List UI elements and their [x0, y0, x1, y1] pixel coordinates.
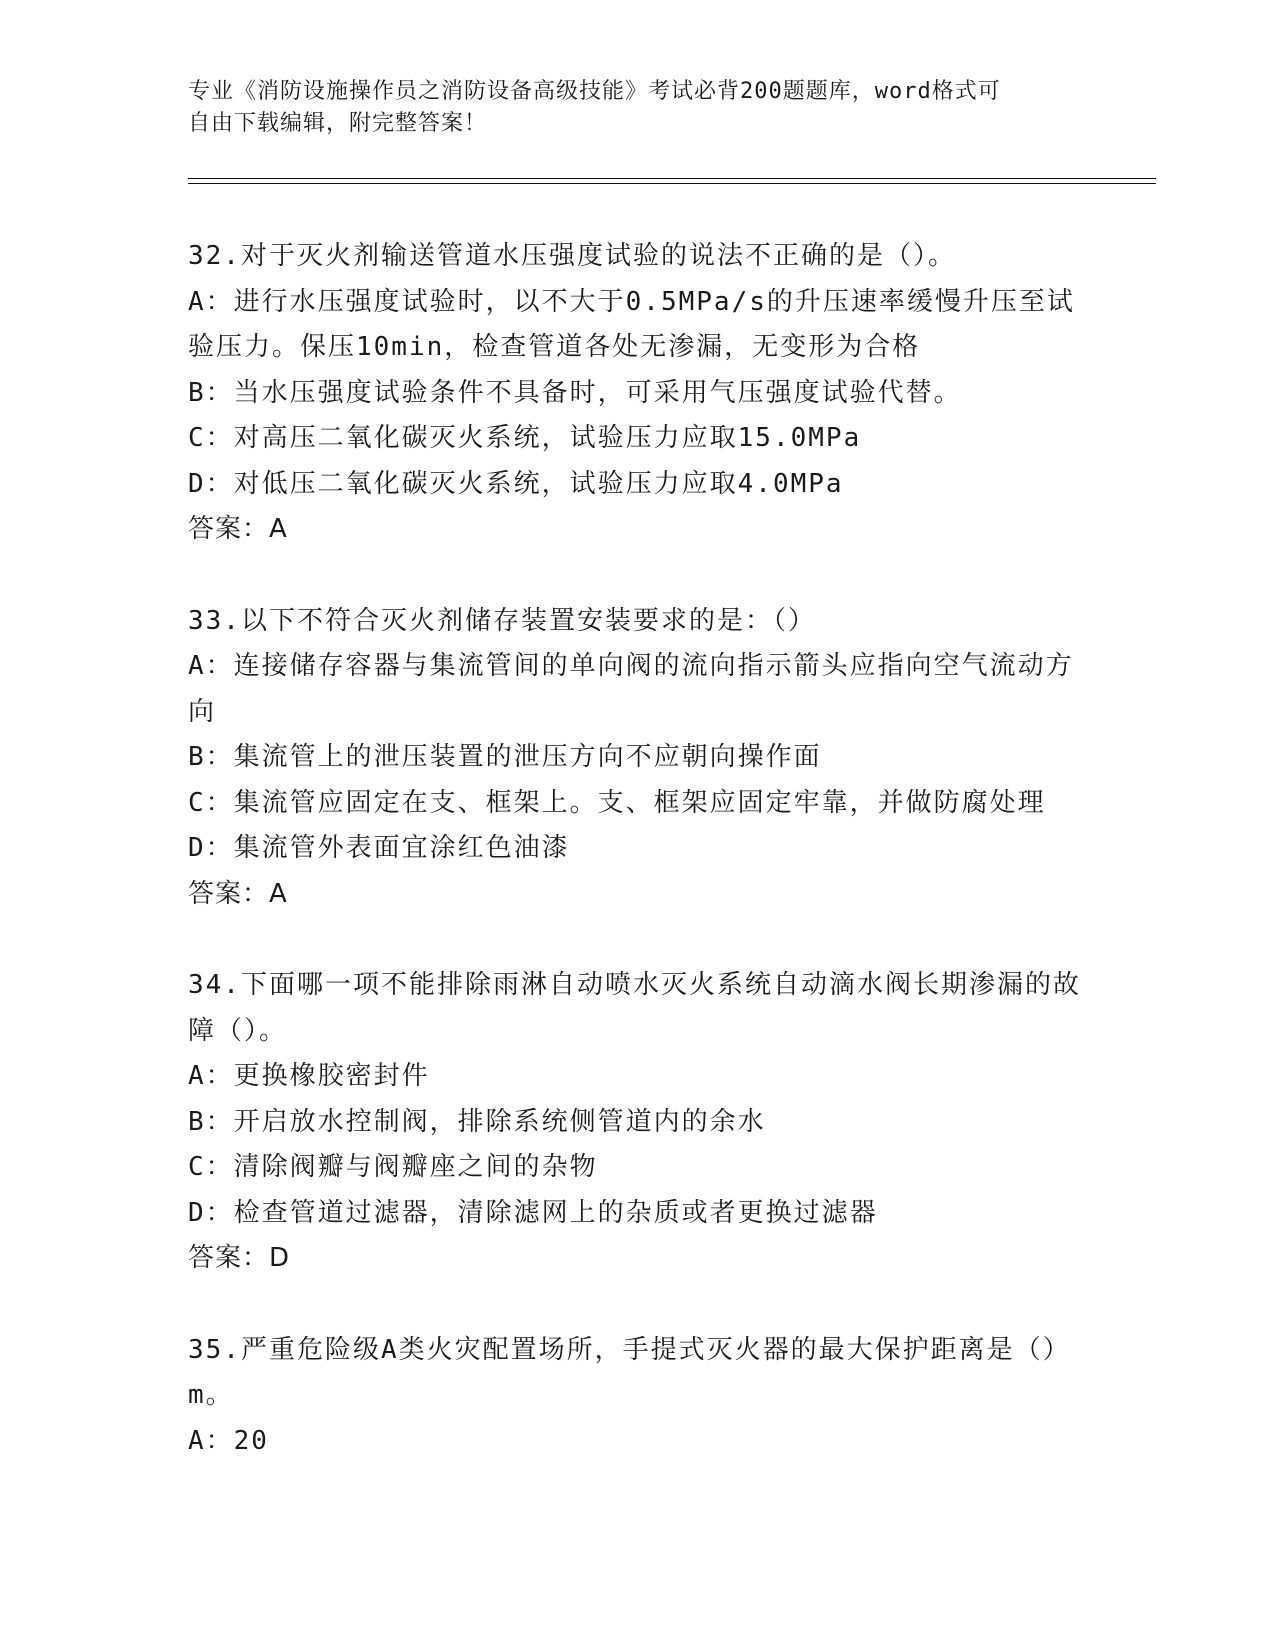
- document-header: 专业《消防设施操作员之消防设备高级技能》考试必背200题题库，word格式可 自由下载编辑，附完整答案！: [188, 79, 1001, 136]
- option-d: D：对低压二氧化碳灭火系统，试验压力应取4.0MPa: [188, 468, 844, 499]
- question-stem: 35.严重危险级A类火灾配置场所，手提式灭火器的最大保护距离是（）m。: [188, 1334, 1071, 1410]
- option-b: B：集流管上的泄压装置的泄压方向不应朝向操作面: [188, 742, 822, 772]
- question-34: [188, 963, 1088, 1282]
- question-stem: 34.下面哪一项不能排除雨淋自动喷水灭火系统自动滴水阀长期渗漏的故障（）。: [188, 970, 1081, 1046]
- question-33: [188, 599, 1088, 918]
- question-stem: 33.以下不符合灭火剂储存装置安装要求的是：（）: [188, 605, 816, 636]
- question-32: [188, 234, 1088, 553]
- answer: 答案：A: [188, 878, 288, 909]
- option-a: A：更换橡胶密封件: [188, 1061, 430, 1091]
- option-c: C：清除阀瓣与阀瓣座之间的杂物: [188, 1152, 598, 1182]
- option-a: A：进行水压强度试验时，以不大于0.5MPa/s的升压速率缓慢升压至试验压力。保压10min，检查管道各处无渗漏，无变形为合格: [188, 286, 1075, 362]
- question-stem: 32.对于灭火剂输送管道水压强度试验的说法不正确的是（）。: [188, 241, 956, 271]
- option-d: D：检查管道过滤器，清除滤网上的杂质或者更换过滤器: [188, 1197, 878, 1228]
- header-divider-top: [188, 178, 1156, 179]
- answer: 答案：D: [188, 1243, 291, 1273]
- question-35: [188, 1328, 1088, 1465]
- option-b: B：开启放水控制阀，排除系统侧管道内的余水: [188, 1106, 766, 1137]
- option-b: B：当水压强度试验条件不具备时，可采用气压强度试验代替。: [188, 377, 962, 408]
- option-c: C：集流管应固定在支、框架上。支、框架应固定牢靠，并做防腐处理: [188, 787, 1046, 818]
- option-a: A：20: [188, 1425, 269, 1456]
- option-a: A：连接储存容器与集流管间的单向阀的流向指示箭头应指向空气流动方向: [188, 651, 1074, 727]
- question-list: [188, 234, 1088, 1510]
- header-divider-bottom: [188, 183, 1156, 184]
- option-d: D：集流管外表面宜涂红色油漆: [188, 833, 570, 863]
- answer: 答案：A: [188, 514, 288, 544]
- option-c: C：对高压二氧化碳灭火系统，试验压力应取15.0MPa: [188, 423, 862, 453]
